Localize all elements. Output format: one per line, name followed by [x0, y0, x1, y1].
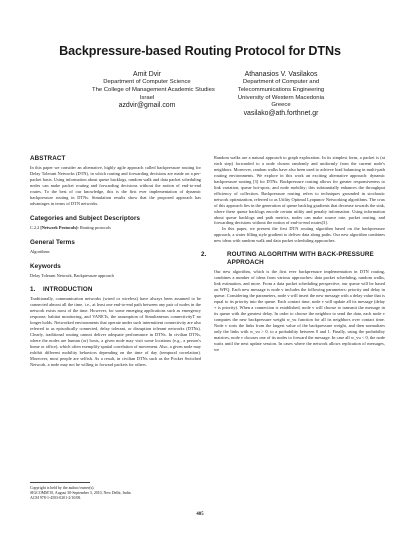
author-email: vasilako@ath.forthnet.gr — [243, 109, 319, 117]
footnote-rule — [30, 482, 90, 483]
section-2-text: Our new algorithm, which is the first ever backpressure implementation in DTN routing, combines a number of ideas from various approaches: data packet scheduling, random walks, link estimation, and more. From a data packet scheduling perspective, our queue will be based on WFQ. Each new message is node v includes the following parameters: priority and delay in queue. Considering the parameters, node v will insert the new message with a delay value that is equal to its priority into the queue. Each contact time, node v will update all its message (delay + is priority). When a connection is established, node v will choose to transmit the message in its queue with the greatest delay. In order to choose the neighbor to send the data, each node v computes the new backpressure weight w_vu function for all its neighbors over contact time. Node v sorts the links from the largest value of the backpressure weight, and then normalizes only the links with w_vu > 0, to a probability between 0 and 1. Finally, using the probability matrices, node v chooses one of its nodes to forward the message. In case all w_vu < 0, the node waits until the next update session. In cases where the network allows replication of messages, we — [214, 269, 385, 352]
keywords-text: Delay Tolerant Network, Backpressure approach — [30, 272, 114, 278]
section-title: INTRODUCTION — [43, 285, 93, 293]
author-affiliation-line: University of Western Macedonia — [237, 94, 325, 101]
footnote-line: ACM 978-1-4503-0201-2/10/08. — [30, 496, 82, 501]
author-block-2 — [226, 71, 336, 118]
right-column — [201, 155, 385, 353]
author-affiliation-line: Department of Computer and — [242, 79, 320, 86]
author-affiliation-line: The College of Management Academic Studies — [92, 87, 215, 93]
author-affiliation-line: Department of Computer Science — [103, 79, 191, 86]
author-name: Athanasios V. Vasilakos — [244, 71, 318, 78]
intro-continued-text: Random walks are a natural approach to graph exploration. In its simplest form, a packet is (at each step) forwarded to a node chosen randomly and uniformly from the current node's neighbors. Moreover, random walks have also been used to achieve load balancing in multi-path routing environments. We explore in this work an exciting alternative approach: dynamic backpressure routing [3] for DTNs. Backpressure routing allows for greater responsiveness to link variation, queue hot-spots, and node mobility; this substantially enhances the throughput efficiency of collection. Backpressure routing refers to techniques grounded in stochastic network optimization, referred to as Utility Optimal Lyapunov Networking algorithms. The crux of this approach lies in the generation of queue backlog gradients that decrease towards the sink, where these queue backlogs encode certain utility and penalty information. Using information about queue backlogs and path metrics, nodes can make source rate, packet routing, and forwarding decisions without the notion of end-to-end routes[3]. — [214, 155, 385, 226]
paper-title: Backpressure-based Routing Protocol for DTNs — [59, 44, 341, 58]
author-affiliation-line: Telecommunications Engineering — [237, 87, 325, 93]
author-affiliation-line: Greece — [271, 102, 291, 109]
general-terms-text: Algorithms — [30, 248, 50, 254]
section-2-heading — [201, 251, 385, 266]
intro-contribution-text: In this paper, we present the first DTN routing algorithm based on the backpressure approach, a water filling style gradient to deliver data along paths. Our new algorithm combines new ideas with random walk and data packet scheduling approaches. — [214, 226, 385, 244]
footnote-line: SIGCOMM'10, August 30-September 3, 2010, New Delhi, India. — [30, 491, 132, 496]
section-number: 1. — [30, 285, 36, 293]
abstract-heading: ABSTRACT — [30, 155, 66, 162]
author-name: Amit Dvir — [133, 71, 161, 78]
keywords-heading: Keywords — [30, 262, 61, 270]
author-affiliation-line: Israel — [139, 94, 155, 101]
categories-bold: [Network Protocols]: — [40, 224, 79, 230]
section-title: ROUTING ALGORITHM WITH BACK-PRESSURE APPROACH — [227, 251, 374, 266]
general-terms-heading: General Terms — [30, 238, 75, 246]
section-number: 2. — [201, 251, 207, 259]
categories-text — [30, 225, 201, 231]
author-block-1 — [92, 71, 215, 111]
footnote-line: Copyright is held by the author/owner(s). — [30, 486, 95, 490]
section-1-heading — [30, 286, 201, 294]
categories-heading: Categories and Subject Descriptors — [30, 214, 141, 222]
section-1-text: Traditionally, communication networks (wired or wireless) have always been assumed to be connected almost all the time, i.e., at least one end-to-end path between any pair of nodes in the network exists most of the time. However, for some emerging applications such as emergency response, habitat monitoring, and VANETs, the assumption of Simultaneous connectivityT no longer holds. Networked environments that operate under such intermittent connectivity are also referred to as episodically connected, delay tolerant, or disruption tolerant networks (DTNs). Clearly, traditional routing cannot deliver adequate performance in DTNs. In civilian DTNs, where the nodes are human (or) hosts, a given node may visit some locations (e.g., a person's home or office), which often exemplify spatial correlation of movement. Also, a given node may exhibit different mobility behaviors depending on the time of day (temporal correlation). Moreover, most people are selfish. As a result, in civilian DTNs such as the Pocket Switched Network, a node may not be willing to forward packets for others. — [30, 296, 201, 367]
categories-code: C.2.2 — [30, 224, 40, 230]
copyright-footnote — [30, 482, 201, 501]
abstract-text: In this paper we consider an alternative, highly agile approach called backpressure routing for Delay Tolerant Networks (DTN), in which routing and forwarding decisions are made on a per-packet basis. Using information about queue backlogs, random walk and data packet scheduling nodes can make packet routing and forwarding decisions without the notion of end-to-end routes. To the best of our knowledge, this is the first ever implementation of dynamic backpressure routing in DTNs. Simulation results show that the proposed approach has advantages in terms of DTN networks. — [30, 165, 201, 206]
page-number: 405 — [196, 512, 204, 517]
author-email: azdvir@gmail.com — [118, 102, 176, 110]
categories-rest: Routing protocols — [79, 224, 111, 230]
left-column — [30, 155, 201, 368]
